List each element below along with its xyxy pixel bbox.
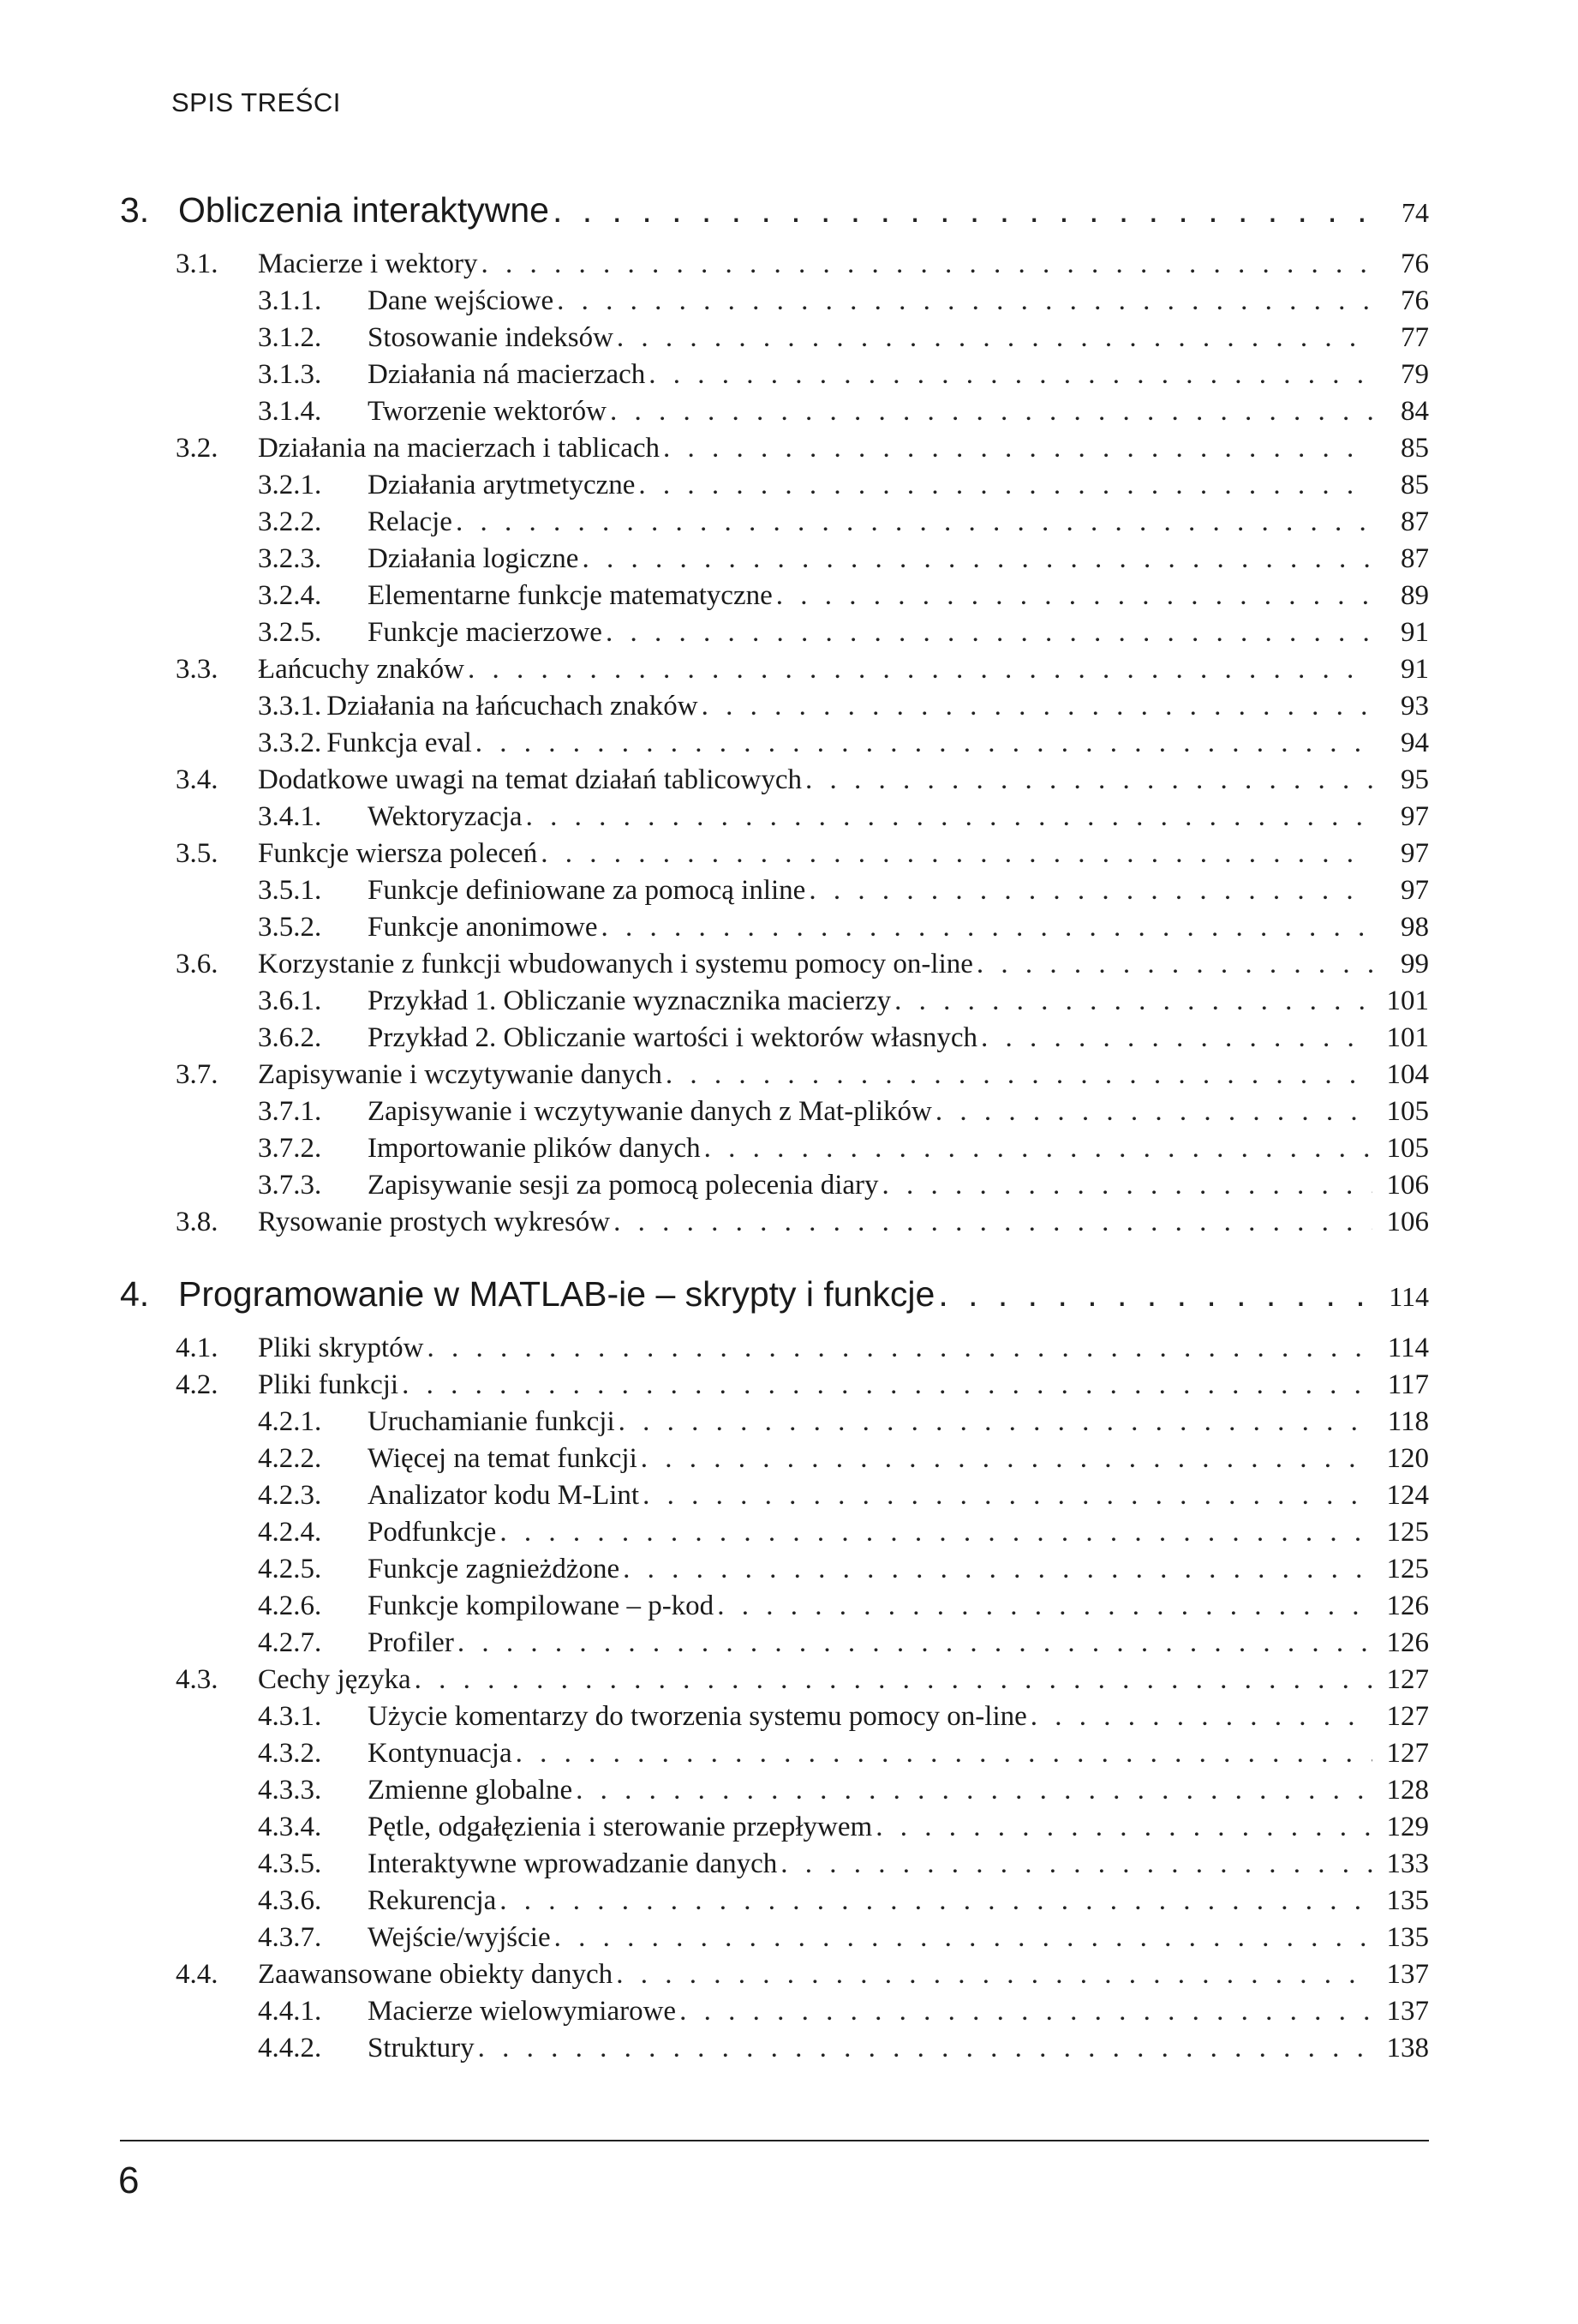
entry-title: Uruchamianie funkcji (368, 1406, 615, 1437)
entry-number: 3.3.2. (258, 728, 322, 758)
dot-leader (879, 1170, 1372, 1201)
toc-entry[interactable] (258, 1812, 1429, 1846)
dot-leader (701, 1133, 1372, 1165)
toc-entry[interactable] (258, 1096, 1429, 1130)
dot-leader (398, 1369, 1372, 1401)
dot-leader (662, 1059, 1372, 1091)
page-number: 128 (1386, 1775, 1429, 1806)
dot-leader (973, 949, 1372, 980)
entry-title: Funkcje kompilowane – p-kod (368, 1590, 714, 1621)
entry-title: Korzystanie z funkcji wbudowanych i systemu pomocy on-line (258, 949, 973, 979)
entry-number: 3.2.2. (258, 506, 322, 537)
dot-leader (475, 2033, 1372, 2064)
entry-number: 4.3. (176, 1664, 218, 1695)
toc-entry[interactable] (176, 949, 1429, 983)
toc-entry[interactable] (258, 1443, 1429, 1477)
page-number: 120 (1386, 1443, 1429, 1474)
page-number: 85 (1401, 470, 1429, 500)
toc-entry[interactable] (258, 1922, 1429, 1956)
entry-title: Funkcja eval (326, 728, 472, 758)
page-number: 105 (1386, 1133, 1429, 1164)
page-number: 104 (1386, 1059, 1429, 1090)
toc-entry[interactable] (258, 1406, 1429, 1441)
entry-number: 3.7.3. (258, 1170, 322, 1201)
dot-leader (714, 1590, 1372, 1622)
toc-entry[interactable] (258, 875, 1429, 909)
dot-leader (637, 1443, 1372, 1475)
page-number: 125 (1386, 1554, 1429, 1584)
entry-number: 3.3. (176, 654, 218, 685)
entry-number: 4.3.3. (258, 1775, 322, 1806)
toc-entry[interactable] (258, 1848, 1429, 1883)
footer-page-number: 6 (118, 2159, 140, 2201)
toc-entry[interactable] (176, 1059, 1429, 1093)
toc-entry[interactable] (258, 1133, 1429, 1167)
entry-number: 3.7. (176, 1059, 218, 1090)
entry-number: 4.2.7. (258, 1627, 322, 1658)
entry-number: 3.3.1. (258, 691, 322, 722)
entry-title: Funkcje anonimowe (368, 912, 598, 943)
toc-entry[interactable] (176, 1959, 1429, 1993)
entry-title: Importowanie plików danych (368, 1133, 701, 1164)
dot-leader (645, 359, 1372, 391)
entry-number: 4.2.6. (258, 1590, 322, 1621)
entry-number: 4.3.1. (258, 1701, 322, 1732)
page-number: 118 (1387, 1406, 1429, 1437)
dot-leader (472, 728, 1372, 759)
entry-number: 4.3.5. (258, 1848, 322, 1879)
page-number: 126 (1386, 1627, 1429, 1658)
dot-leader (452, 506, 1372, 538)
toc-entry[interactable] (258, 728, 1429, 762)
entry-title: Funkcje macierzowe (368, 617, 602, 648)
toc-entry[interactable] (258, 985, 1429, 1020)
entry-title: Przykład 1. Obliczanie wyznacznika macierzy (368, 985, 892, 1016)
entry-title: Macierze wielowymiarowe (368, 1996, 677, 2027)
dot-leader (619, 1554, 1372, 1585)
entry-title: Działania ná macierzach (368, 359, 646, 390)
page-number: 94 (1401, 728, 1429, 758)
dot-leader (805, 875, 1372, 907)
toc-entry[interactable] (258, 1517, 1429, 1551)
dot-leader (676, 1996, 1372, 2028)
entry-title: Więcej na temat funkcji (368, 1443, 637, 1474)
entry-title: Kontynuacja (368, 1738, 512, 1769)
page-number: 127 (1386, 1701, 1429, 1732)
page-number: 95 (1401, 764, 1429, 795)
page-number: 101 (1386, 1022, 1429, 1053)
toc-entry[interactable] (258, 470, 1429, 504)
page-number: 97 (1401, 838, 1429, 869)
entry-title: Pliki funkcji (258, 1369, 399, 1400)
toc-entry[interactable] (258, 506, 1429, 541)
entry-number: 4.4.2. (258, 2033, 322, 2063)
page-number: 79 (1401, 359, 1429, 390)
entry-title: Relacje (368, 506, 452, 537)
toc-chapter-3[interactable] (120, 190, 1429, 235)
entry-title: Macierze i wektory (258, 249, 478, 279)
entry-title: Cechy języka (258, 1664, 411, 1695)
dot-leader (977, 1022, 1372, 1054)
entry-title: Zapisywanie i wczytywanie danych z Mat-plików (368, 1096, 932, 1127)
entry-number: 4.2.1. (258, 1406, 322, 1437)
page-number: 76 (1401, 249, 1429, 279)
toc-entry[interactable] (258, 543, 1429, 578)
entry-number: 4.2.3. (258, 1480, 322, 1511)
toc-entry[interactable] (258, 1738, 1429, 1772)
entry-number: 3.5.2. (258, 912, 322, 943)
entry-number: 4.4.1. (258, 1996, 322, 2027)
entry-title: Rysowanie prostych wykresów (258, 1207, 611, 1237)
page-number: 127 (1386, 1664, 1429, 1695)
toc-entry[interactable] (176, 1369, 1429, 1404)
page-number: 84 (1401, 396, 1429, 427)
entry-title: Elementarne funkcje matematyczne (368, 580, 773, 611)
dot-leader (464, 654, 1372, 686)
entry-number: 4.2.5. (258, 1554, 322, 1584)
toc-entry[interactable] (176, 764, 1429, 799)
toc-entry[interactable] (258, 322, 1429, 356)
dot-leader (610, 1207, 1372, 1238)
page-number: 87 (1401, 506, 1429, 537)
page-number: 74 (1402, 197, 1429, 228)
toc-entry[interactable] (258, 396, 1429, 430)
page-number: 138 (1386, 2033, 1429, 2063)
entry-title: Profiler (368, 1627, 454, 1658)
entry-number: 4.3.7. (258, 1922, 322, 1953)
entry-number: 3.6.2. (258, 1022, 322, 1053)
dot-leader (1027, 1701, 1372, 1733)
page-number: 133 (1386, 1848, 1429, 1879)
page-number: 93 (1401, 691, 1429, 722)
toc-entry[interactable] (258, 1996, 1429, 2030)
dot-leader (512, 1738, 1372, 1770)
entry-number: 4.2.2. (258, 1443, 322, 1474)
chapter-number: 3. (120, 190, 150, 230)
toc-entry[interactable] (258, 1701, 1429, 1735)
toc-entry[interactable] (258, 1022, 1429, 1057)
entry-title: Podfunkcje (368, 1517, 497, 1548)
chapter-title: Programowanie w MATLAB-ie – skrypty i funkcje (178, 1274, 935, 1314)
dot-leader (932, 1096, 1372, 1128)
entry-title: Wejście/wyjście (368, 1922, 551, 1953)
page-number: 114 (1387, 1333, 1429, 1363)
page-number: 124 (1386, 1480, 1429, 1511)
running-header: SPIS TREŚCI (171, 87, 341, 117)
entry-title: Analizator kodu M-Lint (368, 1480, 640, 1511)
entry-title: Działania arytmetyczne (368, 470, 636, 500)
dot-leader (935, 1274, 1372, 1315)
entry-number: 3.4.1. (258, 801, 322, 832)
entry-title: Funkcje zagnieżdżone (368, 1554, 620, 1584)
dot-leader (496, 1517, 1372, 1548)
toc-entry[interactable] (258, 580, 1429, 614)
entry-number: 3.1. (176, 249, 218, 279)
dot-leader (660, 433, 1372, 464)
entry-number: 3.1.4. (258, 396, 322, 427)
dot-leader (777, 1848, 1372, 1880)
entry-title: Wektoryzacja (368, 801, 523, 832)
entry-number: 3.2.1. (258, 470, 322, 500)
page-number: 135 (1386, 1885, 1429, 1916)
toc-entry[interactable] (258, 1170, 1429, 1204)
page-number: 126 (1386, 1590, 1429, 1621)
page-number: 91 (1401, 617, 1429, 648)
entry-title: Pliki skryptów (258, 1333, 424, 1363)
entry-number: 3.1.1. (258, 285, 322, 316)
page-number: 137 (1386, 1959, 1429, 1990)
entry-number: 3.1.2. (258, 322, 322, 353)
dot-leader (537, 838, 1372, 870)
page-number: 89 (1401, 580, 1429, 611)
page-number: 106 (1386, 1207, 1429, 1237)
page-number: 137 (1386, 1996, 1429, 2027)
entry-number: 3.5.1. (258, 875, 322, 906)
page-number: 87 (1401, 543, 1429, 574)
entry-number: 3.4. (176, 764, 218, 795)
entry-title: Zapisywanie i wczytywanie danych (258, 1059, 662, 1090)
entry-title: Struktury (368, 2033, 475, 2063)
dot-leader (802, 764, 1372, 796)
dot-leader (454, 1627, 1372, 1659)
entry-number: 3.6. (176, 949, 218, 979)
page-number: 135 (1386, 1922, 1429, 1953)
entry-number: 4.2.4. (258, 1517, 322, 1548)
entry-number: 4.1. (176, 1333, 218, 1363)
dot-leader (551, 1922, 1372, 1954)
footer-rule (120, 2140, 1429, 2141)
entry-title: Zmienne globalne (368, 1775, 573, 1806)
dot-leader (891, 985, 1372, 1017)
entry-number: 4.2. (176, 1369, 218, 1400)
dot-leader (607, 396, 1372, 428)
dot-leader (602, 617, 1372, 649)
entry-number: 4.4. (176, 1959, 218, 1990)
page-number: 76 (1401, 285, 1429, 316)
entry-title: Funkcje definiowane za pomocą inline (368, 875, 806, 906)
toc-entry[interactable] (176, 1664, 1429, 1698)
entry-title: Działania na łańcuchach znaków (326, 691, 698, 722)
entry-title: Łańcuchy znaków (258, 654, 464, 685)
entry-title: Stosowanie indeksów (368, 322, 613, 353)
dot-leader (549, 190, 1372, 231)
page-number: 117 (1387, 1369, 1429, 1400)
page-number: 99 (1401, 949, 1429, 979)
dot-leader (635, 470, 1372, 501)
dot-leader (411, 1664, 1372, 1696)
entry-title: Interaktywne wprowadzanie danych (368, 1848, 778, 1879)
page-number: 91 (1401, 654, 1429, 685)
toc-entry[interactable] (258, 359, 1429, 393)
toc-chapter-4[interactable] (120, 1274, 1429, 1319)
chapter-title: Obliczenia interaktywne (178, 190, 549, 230)
entry-title: Rekurencja (368, 1885, 497, 1916)
entry-title: Pętle, odgałęzienia i sterowanie przepływem (368, 1812, 873, 1842)
dot-leader (773, 580, 1372, 612)
page-number: 85 (1401, 433, 1429, 464)
dot-leader (572, 1775, 1372, 1806)
entry-title: Przykład 2. Obliczanie wartości i wektorów własnych (368, 1022, 978, 1053)
page-number: 129 (1386, 1812, 1429, 1842)
dot-leader (872, 1812, 1372, 1843)
entry-number: 3.5. (176, 838, 218, 869)
dot-leader (553, 285, 1372, 317)
entry-number: 3.2.3. (258, 543, 322, 574)
dot-leader (523, 801, 1372, 833)
entry-title: Użycie komentarzy do tworzenia systemu pomocy on-line (368, 1701, 1027, 1732)
toc-entry[interactable] (258, 617, 1429, 651)
page-number: 101 (1386, 985, 1429, 1016)
page-number: 97 (1401, 875, 1429, 906)
page-number: 105 (1386, 1096, 1429, 1127)
dot-leader (496, 1885, 1372, 1917)
entry-title: Zapisywanie sesji za pomocą polecenia diary (368, 1170, 879, 1201)
entry-number: 3.7.1. (258, 1096, 322, 1127)
toc-entry[interactable] (176, 249, 1429, 283)
entry-number: 4.3.4. (258, 1812, 322, 1842)
dot-leader (423, 1333, 1372, 1364)
entry-number: 4.3.2. (258, 1738, 322, 1769)
entry-number: 3.2.5. (258, 617, 322, 648)
toc-entry[interactable] (258, 1775, 1429, 1809)
entry-number: 3.2. (176, 433, 218, 464)
page-number: 98 (1401, 912, 1429, 943)
entry-title: Działania logiczne (368, 543, 579, 574)
toc-entry[interactable] (258, 1554, 1429, 1588)
dot-leader (598, 912, 1372, 943)
page-number: 114 (1389, 1281, 1429, 1312)
dot-leader (478, 249, 1372, 280)
entry-title: Działania na macierzach i tablicach (258, 433, 660, 464)
entry-number: 4.3.6. (258, 1885, 322, 1916)
toc-entry[interactable] (176, 1333, 1429, 1367)
entry-number: 3.8. (176, 1207, 218, 1237)
page-number: 127 (1386, 1738, 1429, 1769)
entry-title: Dane wejściowe (368, 285, 554, 316)
entry-number: 3.2.4. (258, 580, 322, 611)
toc-entry[interactable] (258, 801, 1429, 836)
dot-leader (639, 1480, 1372, 1512)
entry-number: 3.7.2. (258, 1133, 322, 1164)
dot-leader (698, 691, 1372, 722)
entry-title: Funkcje wiersza poleceń (258, 838, 538, 869)
toc-entry[interactable] (176, 1207, 1429, 1241)
toc-entry[interactable] (258, 2033, 1429, 2067)
dot-leader (613, 1959, 1372, 1991)
page-number: 106 (1386, 1170, 1429, 1201)
dot-leader (578, 543, 1372, 575)
dot-leader (613, 322, 1372, 354)
entry-title: Tworzenie wektorów (368, 396, 607, 427)
chapter-number: 4. (120, 1274, 150, 1314)
toc-entry[interactable] (258, 1627, 1429, 1662)
toc-entry[interactable] (258, 1590, 1429, 1625)
entry-number: 3.6.1. (258, 985, 322, 1016)
toc-entry[interactable] (176, 838, 1429, 872)
entry-title: Zaawansowane obiekty danych (258, 1959, 613, 1990)
page-number: 77 (1401, 322, 1429, 353)
page-number: 125 (1386, 1517, 1429, 1548)
toc-entry[interactable] (176, 654, 1429, 688)
toc-entry[interactable] (258, 1885, 1429, 1920)
entry-number: 3.1.3. (258, 359, 322, 390)
dot-leader (615, 1406, 1372, 1438)
toc-entry[interactable] (258, 1480, 1429, 1514)
toc-entry[interactable] (258, 285, 1429, 320)
page-number: 97 (1401, 801, 1429, 832)
toc-entry[interactable] (258, 912, 1429, 946)
entry-title: Dodatkowe uwagi na temat działań tablicowych (258, 764, 803, 795)
toc-entry[interactable] (176, 433, 1429, 467)
toc-entry[interactable] (258, 691, 1429, 725)
